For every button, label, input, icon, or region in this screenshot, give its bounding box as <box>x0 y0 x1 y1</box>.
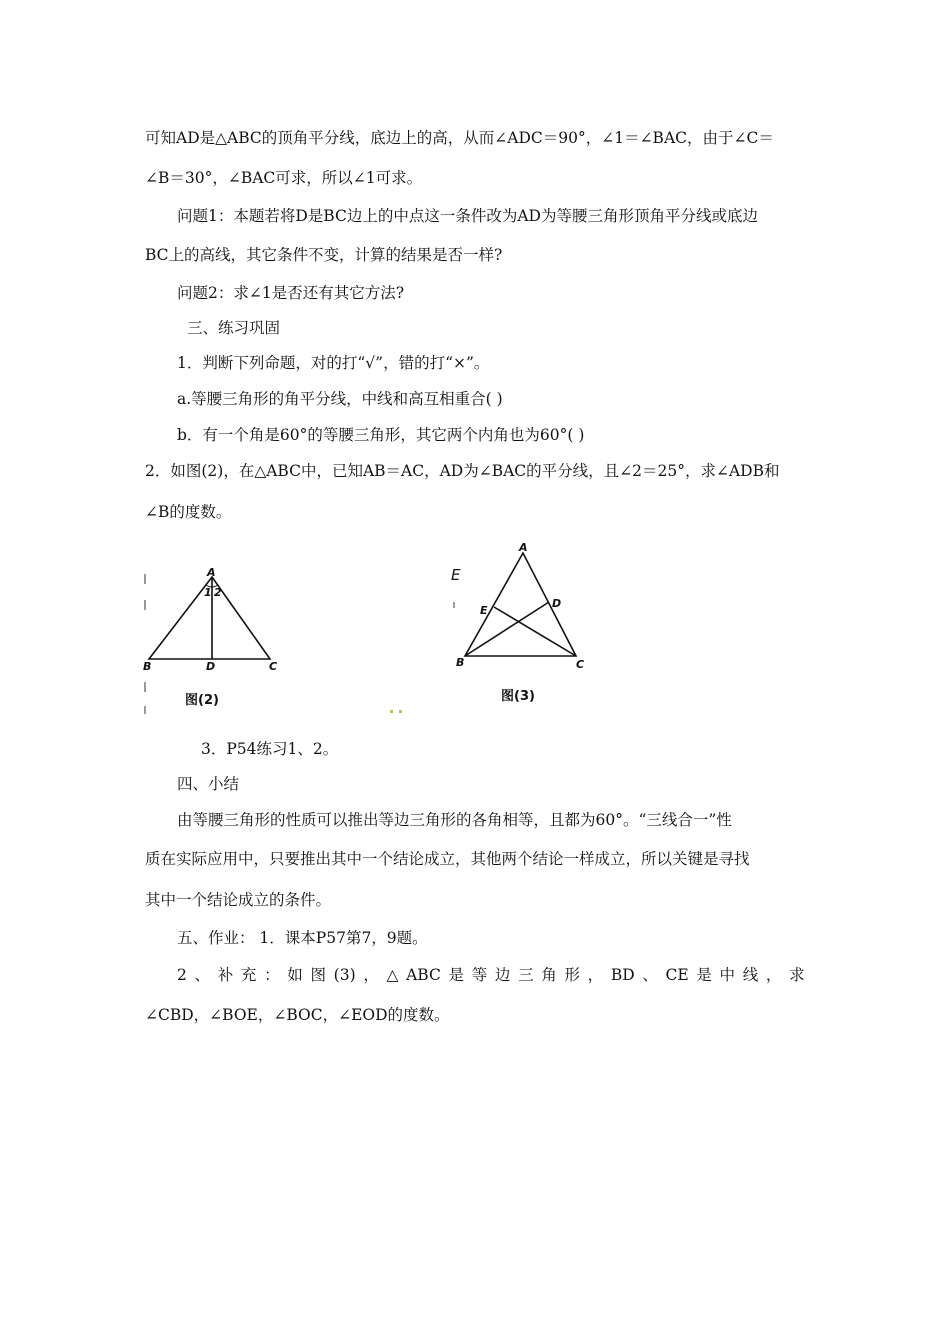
vertex-label-a: A <box>207 566 216 579</box>
text-line: b．有一个角是60°的等腰三角形，其它两个内角也为60°( ) <box>177 426 585 444</box>
justified-line <box>177 965 805 985</box>
text-line: 2．如图(2)，在△ABC中，已知AB＝AC，AD为∠BAC的平分线，且∠2＝25°，求∠ADB和 <box>145 462 780 480</box>
figure-2 <box>135 562 295 717</box>
token: 等 <box>471 966 488 984</box>
token: 中 <box>719 966 736 984</box>
vertex-label-d: D <box>206 660 216 673</box>
point-label-d: D <box>552 597 562 610</box>
text-line: 问题1：本题若将D是BC边上的中点这一条件改为AD为等腰三角形顶角平分线或底边 <box>177 207 758 225</box>
vertex-label-c: C <box>269 660 278 673</box>
token: ， <box>765 966 782 984</box>
text-line: a.等腰三角形的角平分线，中线和高互相重合( ) <box>177 390 503 408</box>
text-line: BC上的高线，其它条件不变，计算的结果是否一样? <box>145 246 503 264</box>
text-line: 五、作业： 1．课本P57第7，9题。 <box>177 929 428 947</box>
token: BD <box>610 966 635 984</box>
token: 角 <box>541 966 557 984</box>
text-line: 其中一个结论成立的条件。 <box>145 891 332 909</box>
section-heading: 三、练习巩固 <box>187 319 281 337</box>
token: CE <box>665 966 689 984</box>
token: ， <box>587 966 604 984</box>
token: 充 <box>240 966 257 984</box>
text-line: 问题2：求∠1是否还有其它方法? <box>177 284 405 302</box>
text-line: ∠B＝30°，∠BAC可求，所以∠1可求。 <box>145 169 423 187</box>
section-heading: 四、小结 <box>177 775 240 793</box>
token: 如 <box>287 966 303 984</box>
token: 是 <box>448 966 465 984</box>
text-line: ∠CBD，∠BOE，∠BOC，∠EOD的度数。 <box>145 1006 450 1024</box>
token: 三 <box>518 966 534 984</box>
text-line: ∠B的度数。 <box>145 503 232 521</box>
vertex-label-c: C <box>576 658 585 671</box>
speck <box>399 710 402 713</box>
token: 、 <box>194 966 211 984</box>
token: 是 <box>696 966 712 984</box>
vertex-label-b: B <box>143 660 152 673</box>
token: 图 <box>310 966 326 984</box>
text-line: 质在实际应用中，只要推出其中一个结论成立，其他两个结论一样成立，所以关键是寻找 <box>145 850 750 868</box>
token: 边 <box>494 966 511 984</box>
vertex-label-b: B <box>456 656 465 669</box>
token: 形 <box>564 966 580 984</box>
token: 、 <box>642 966 658 984</box>
speck <box>390 710 393 713</box>
point-label-e: E <box>480 604 488 617</box>
angle-label-1: 1 <box>204 586 212 599</box>
figure-2-caption: 图(2) <box>185 693 219 708</box>
token: (3) <box>333 966 356 984</box>
text-line: 3．P54练习1、2。 <box>201 740 339 758</box>
figure-3-caption: 图(3) <box>501 689 535 704</box>
token: 求 <box>789 966 805 984</box>
token: 补 <box>217 966 234 984</box>
figure-3 <box>445 540 605 710</box>
text-line: 由等腰三角形的性质可以推出等边三角形的各角相等，且都为60°。“三线合一”性 <box>177 811 732 829</box>
token: △ <box>386 966 399 984</box>
token: 2 <box>177 966 187 984</box>
token: ： <box>264 966 280 984</box>
angle-label-2: 2 <box>214 586 222 599</box>
text-line: 可知AD是△ABC的顶角平分线，底边上的高，从而∠ADC＝90°，∠1＝∠BAC，由于∠C＝ <box>145 129 774 147</box>
token: 线 <box>742 966 759 984</box>
token: ， <box>363 966 379 984</box>
vertex-label-a: A <box>519 541 528 554</box>
stray-letter-e: E <box>451 566 461 584</box>
token: ABC <box>406 966 441 984</box>
text-line: 1．判断下列命题，对的打“√”，错的打“×”。 <box>177 354 490 372</box>
